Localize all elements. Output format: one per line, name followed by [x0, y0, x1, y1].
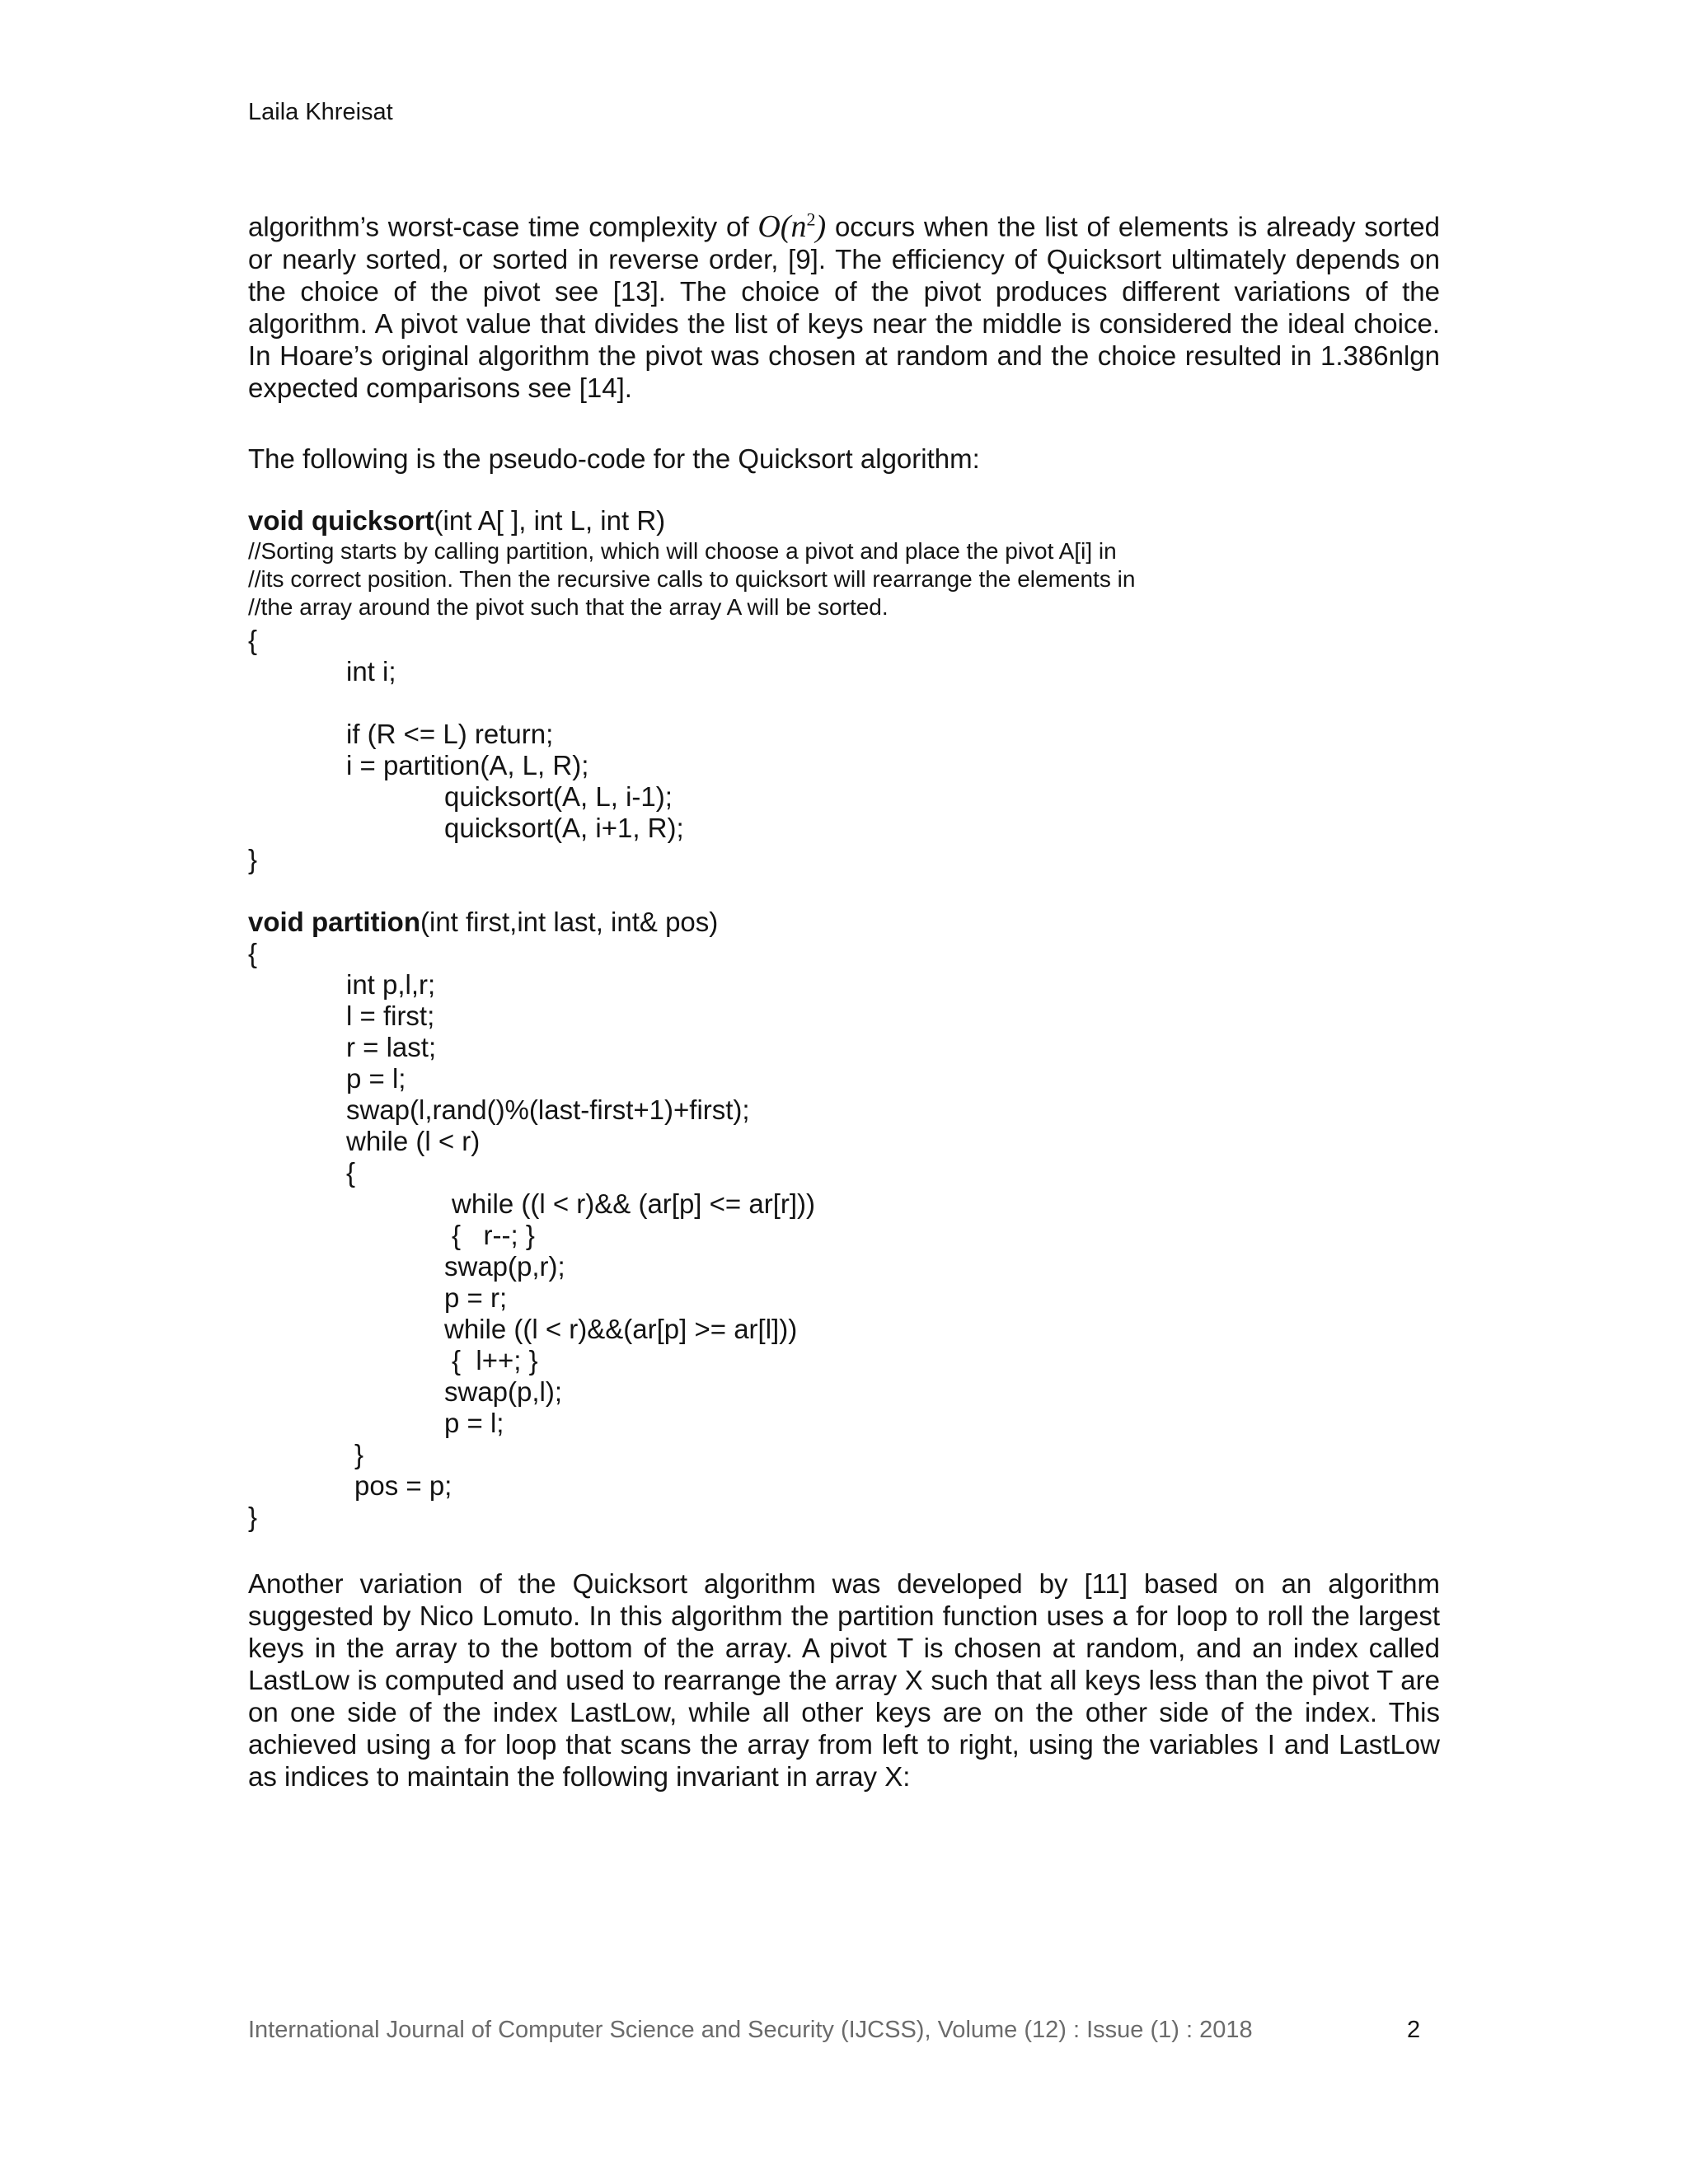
paragraph-complexity: [248, 203, 1440, 404]
code-line: swap(p,l);: [444, 1376, 563, 1407]
code-line: if (R <= L) return;: [346, 719, 554, 749]
code-line: int i;: [346, 656, 396, 687]
code-line: { l++; }: [452, 1345, 538, 1376]
code-line: swap(p,r);: [444, 1251, 565, 1282]
code-line: { r--; }: [452, 1220, 535, 1250]
code-line: pos = p;: [354, 1470, 452, 1501]
page-number: 2: [1407, 2017, 1421, 2043]
quicksort-signature: void quicksort(int A[ ], int L, int R): [248, 505, 666, 536]
quicksort-comment-1: //Sorting starts by calling partition, which will choose a pivot and place the pivot A[i] in: [248, 538, 1117, 564]
code-line: {: [248, 938, 258, 968]
code-line: while (l < r): [346, 1126, 481, 1156]
code-line: while ((l < r)&& (ar[p] <= ar[r])): [452, 1188, 816, 1219]
paragraph-pseudocode-intro: The following is the pseudo-code for the Quicksort algorithm:: [248, 443, 980, 474]
author-header: Laila Khreisat: [248, 99, 393, 125]
paragraph-complexity-lead: algorithm’s worst-case time complexity of: [248, 211, 749, 242]
quicksort-comment-3: //the array around the pivot such that the array A will be sorted.: [248, 594, 889, 620]
complexity-formula: $O(n^2)$: [757, 209, 827, 244]
code-line: }: [354, 1439, 364, 1469]
code-line: {: [248, 625, 258, 655]
code-line: {: [346, 1157, 356, 1188]
code-line: p = l;: [346, 1063, 406, 1094]
code-line: r = last;: [346, 1032, 437, 1062]
code-line: l = first;: [346, 1001, 435, 1031]
paragraph-complexity-body: occurs when the list of elements is already sorted or nearly sorted, or sorted in reverse order, [9]. The efficiency of Quicksort ultimately depends on the choice of the pivot see [13]. The choice of the pivot produces different variations of the algorithm. A pivot value that divides the list of keys near the middle is considered the ideal choice. In Hoare’s original algorithm the pivot was chosen at random and the choice resulted in 1.386nlgn expected comparisons see [14].: [248, 211, 1441, 403]
code-line: }: [248, 844, 258, 874]
partition-signature: void partition(int first,int last, int& pos): [248, 907, 719, 937]
code-line: while ((l < r)&&(ar[p] >= ar[l])): [444, 1314, 798, 1344]
code-line: quicksort(A, L, i-1);: [444, 781, 673, 812]
paragraph-lomuto: Another variation of the Quicksort algorithm was developed by [11] based on an algorithm suggested by Nico Lomuto. In this algorithm the partition function uses a for loop to roll the largest keys in the array to the bottom of the array. A pivot T is chosen at random, and an index called LastLow is computed and used to rearrange the array X such that all keys less than the pivot T are on one side of the index LastLow, while all other keys are on the other side of the index. This achieved using a for loop that scans the array from left to right, using the variables I and LastLow as indices to maintain the following invariant in array X:: [248, 1568, 1440, 1792]
code-line: quicksort(A, i+1, R);: [444, 813, 684, 843]
code-line: }: [248, 1502, 258, 1532]
code-line: p = r;: [444, 1282, 508, 1313]
code-line: i = partition(A, L, R);: [346, 750, 589, 780]
quicksort-comment-2: //its correct position. Then the recursive calls to quicksort will rearrange the elements in: [248, 566, 1136, 592]
code-line: int p,l,r;: [346, 969, 436, 1000]
journal-footer: International Journal of Computer Science and Security (IJCSS), Volume (12) : Issue (1) : 2018: [248, 2017, 1253, 2043]
code-line: swap(l,rand()%(last-first+1)+first);: [346, 1094, 750, 1125]
code-line: p = l;: [444, 1408, 504, 1438]
